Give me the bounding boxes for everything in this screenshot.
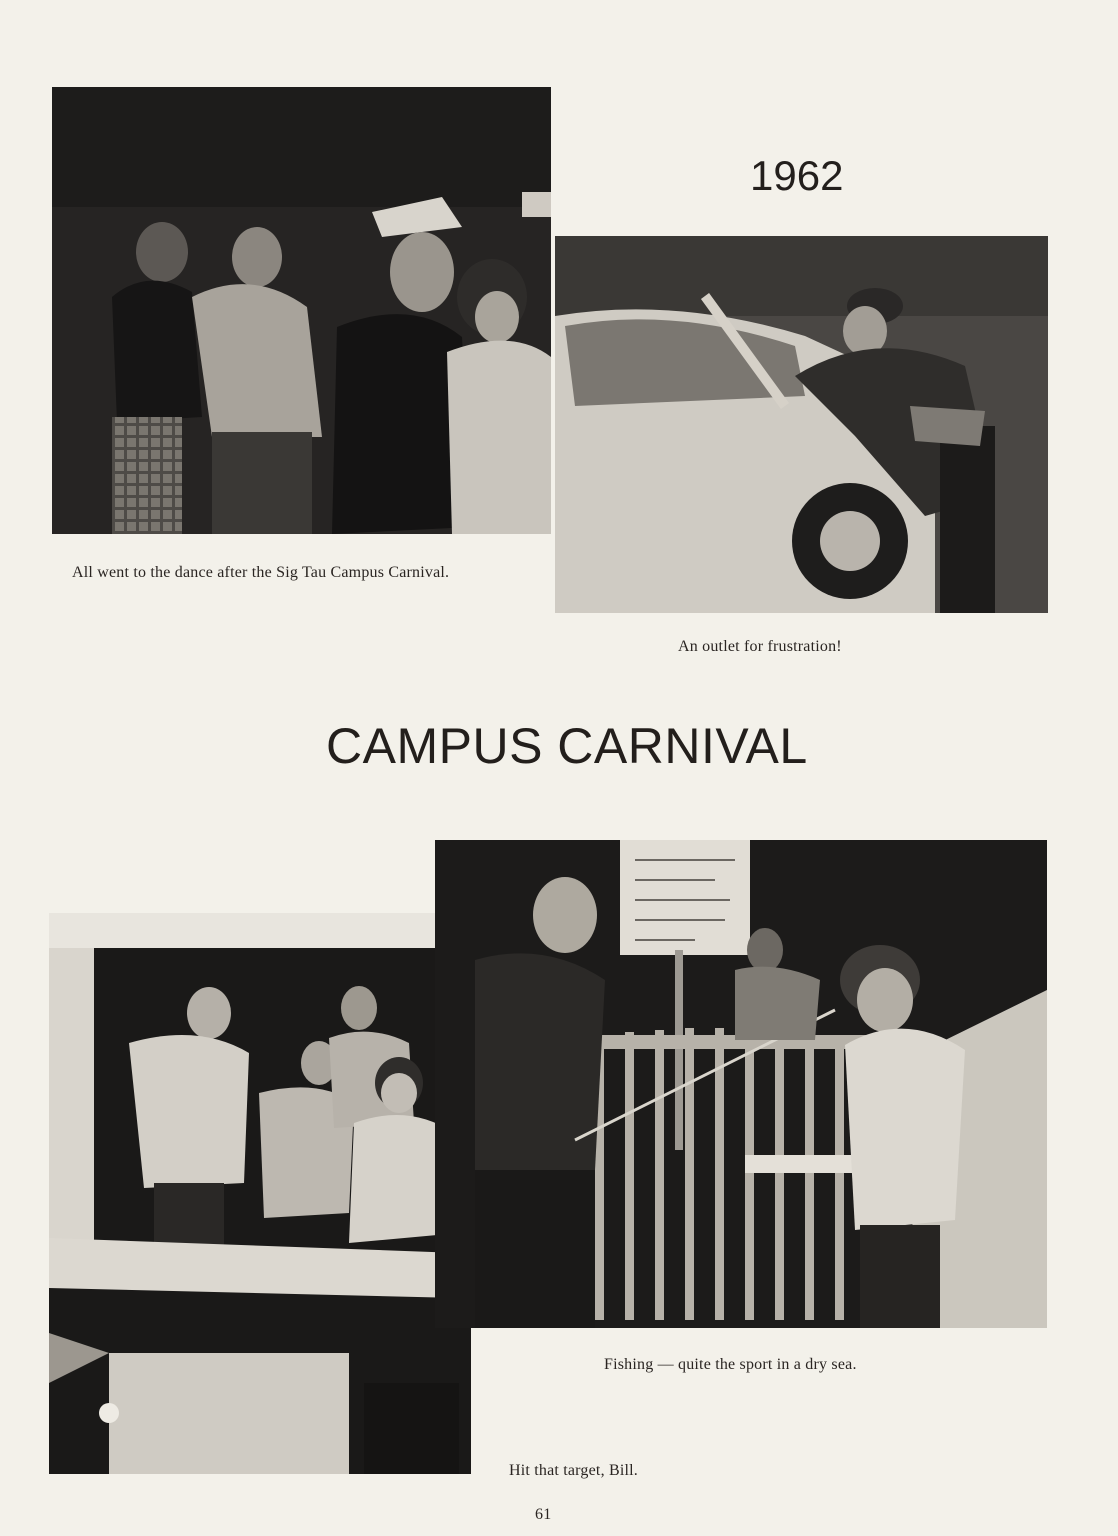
- caption-dance: All went to the dance after the Sig Tau Campus Carnival.: [72, 564, 450, 581]
- page-number: 61: [535, 1506, 552, 1523]
- caption-target: Hit that target, Bill.: [509, 1462, 638, 1479]
- photo-target: [49, 913, 471, 1474]
- photo-dance: [52, 87, 551, 534]
- page-title: CAMPUS CARNIVAL: [326, 718, 808, 774]
- photo-car: [555, 236, 1048, 613]
- caption-fishing: Fishing — quite the sport in a dry sea.: [604, 1356, 857, 1373]
- year-heading: 1962: [750, 152, 844, 199]
- photo-fishing: [435, 840, 1047, 1328]
- caption-car: An outlet for frustration!: [678, 638, 842, 655]
